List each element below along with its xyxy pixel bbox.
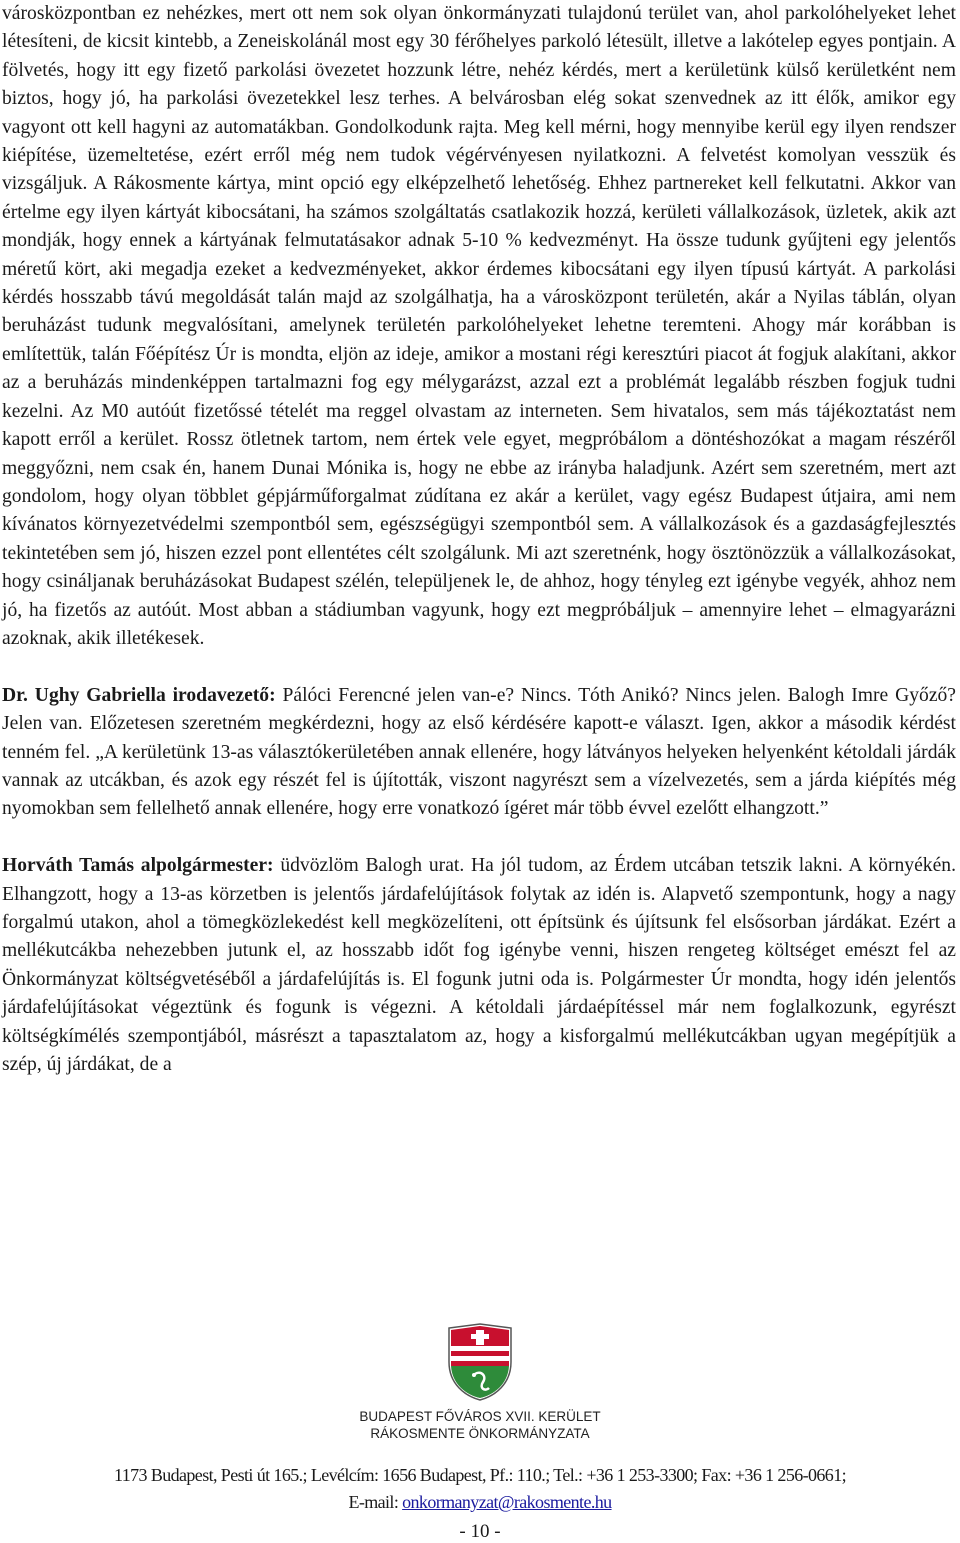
paragraph-2: [2, 682, 956, 824]
paragraph-1: [2, 0, 956, 653]
speaker-name: Horváth Tamás alpolgármester:: [2, 855, 274, 877]
email-label: E-mail:: [348, 1492, 403, 1512]
footer-header: [0, 1322, 960, 1442]
contact-info: [0, 1462, 960, 1516]
coat-of-arms-icon: [447, 1322, 513, 1402]
document-body: [2, 0, 956, 1079]
speaker-name: Dr. Ughy Gabriella irodavezető:: [2, 684, 276, 706]
org-line-1: BUDAPEST FŐVÁROS XVII. KERÜLET: [359, 1409, 601, 1424]
paragraph-3: [2, 852, 956, 1079]
address-line: 1173 Budapest, Pesti út 165.; Levélcím: 1656 Budapest, Pf.: 110.; Tel.: +36 1 253-3300; Fax: +36 1 256-0661;: [113, 1465, 847, 1485]
paragraph-text: üdvözlöm Balogh urat. Ha jól tudom, az Érdem utcában tetszik lakni. A környékén. Elhangzott, hogy a 13-as körzetben is jelentős járdafelújítások folytak az idén is. Alapvető szempontunk, hogy a nagy forgalmú utakon, ahol a tömegközlekedést kell megközelíteni, ott építsünk és újítsunk fel elsősorban járdákat. Ezért a mellékutcákba nehezebben jutunk el, az hosszabb időt fog igénybe venni, hiszen rengeteg költséget emészt fel az Önkormányzat költségvetéséből a járdafelújítás is. El fogunk jutni oda is. Polgármester Úr mondta, hogy idén jelentős járdafelújításokat végeztünk és fogunk is végezni. A kétoldali járdaépítéssel már nem foglalkozunk, egyrészt költségkímélés szempontjából, másrészt a tapasztalatom az, hogy a kisforgalmú mellékutcákban ugyan megépítjük a szép, új járdákat, de a: [2, 855, 956, 1075]
paragraph-text: Pálóci Ferencné jelen van-e? Nincs. Tóth Anikó? Nincs jelen. Balogh Imre Győző? Jelen van. Előzetesen szeretném megkérdezni, hogy az első kérdésére kapott-e választ. Igen, akkor a második kérdést tenném fel. „A kerületünk 13-as választókerületében annak ellenére, hogy látványos helyeken helyenként kétoldali járdák vannak az utcákban, és azok egy részét fel is újították, viszont nagyrészt sem a vízelvezetés, sem a járda kiépítés még nyomokban sem fellelhető annak ellenére, hogy erre vonatkozó ígéret már több évvel ezelőtt elhangzott.”: [2, 684, 957, 820]
email-line: [0, 1489, 960, 1516]
page-number: - 10 -: [459, 1521, 501, 1542]
org-name: [0, 1408, 960, 1442]
paragraph-text: városközpontban ez nehézkes, mert ott nem sok olyan önkormányzati tulajdonú terület van, ahol parkolóhelyeket lehet létesíteni, de kicsit kintebb, a Zeneiskolánál most egy 30 férőhelyes parkoló létesült, illetve a lakótelep egyes pontjain. A fölvetés, hogy itt egy fizető parkolási övezetet hozzunk létre, nehéz kérdés, mert a kerületünk külső kerületként nem biztos, hogy jó, ha parkolási övezetekkel lesz terhes. A belvárosban elég sokat szenvednek az itt élők, amikor egy vagyont ott kell hagyni az automatákban. Gondolkodunk rajta. Meg kell mérni, hogy mennyibe kerül egy ilyen rendszer kiépítése, üzemeltetése, ezért erről még nem tudok végérvényesen nyilatkozni. A felvetést komolyan vesszük és vizsgáljuk. A Rákosmente kártya, mint opció egy elképzelhető lehetőség. Ehhez partnereket kell felkutatni. Akkor van értelme egy ilyen kártyát kibocsátani, ha számos szolgáltatás csatlakozik hozzá, kerületi vállalkozások, üzletek, akik azt mondják, hogy ennek a kártyának felmutatásakor adnak 5-10 % kedvezményt. Ha össze tudunk gyűjteni egy jelentős méretű kört, aki megadja ezeket a kedvezményeket, akkor érdemes kibocsátani egy ilyen típusú kártyát. A parkolási kérdés hosszabb távú megoldását talán majd az szolgálhatja, ha a városközpont területén, akár a Nyilas táblán, olyan beruházást tudunk megvalósítani, amelynek területén parkolóhelyeket lehetne teremteni. Ahogy már korábban is említettük, talán Főépítész Úr is mondta, eljön az ideje, amikor a mostani régi keresztúri piacot át fogjuk alakítani, akkor az a beruházás mindenképpen tartalmazni fog egy mélygarázst, azzal ezt a problémát legalább részben fogjuk tudni kezelni. Az M0 autóút fizetőssé tételét ma reggel olvastam az interneten. Sem hivatalos, sem más tájékoztatást nem kapott erről a kerület. Rossz ötletnek tartom, nem értek vele egyet, megpróbálom a döntéshozókat a magam részéről meggyőzni, nem csak én, hanem Dunai Mónika is, hogy ne ebbe az irányba haladjunk. Azért sem szeretném, mert azt gondolom, hogy olyan többlet gépjárműforgalmat zúdítana ez akár a kerület, vagy egész Budapest útjaira, ami nem kívánatos környezetvédelmi szempontból sem, egészségügyi szempontból sem. A vállalkozások és a gazdaságfejlesztés tekintetében sem jó, hiszen ezzel pont ellentétes célt szolgálunk. Mi azt szeretnénk, hogy ösztönözzük a vállalkozásokat, hogy csináljanak beruházásokat Budapest szélén, települjenek le, de ahhoz, hogy tényleg ezt igénybe vegyék, ahhoz nem jó, ha fizetős az autóút. Most abban a stádiumban vagyunk, hogy ezt megpróbáljuk – amennyire lehet – elmagyarázni azoknak, akik illetékesek.: [2, 3, 956, 649]
email-link[interactable]: onkormanyzat@rakosmente.hu: [402, 1492, 612, 1512]
org-line-2: RÁKOSMENTE ÖNKORMÁNYZATA: [370, 1426, 590, 1441]
